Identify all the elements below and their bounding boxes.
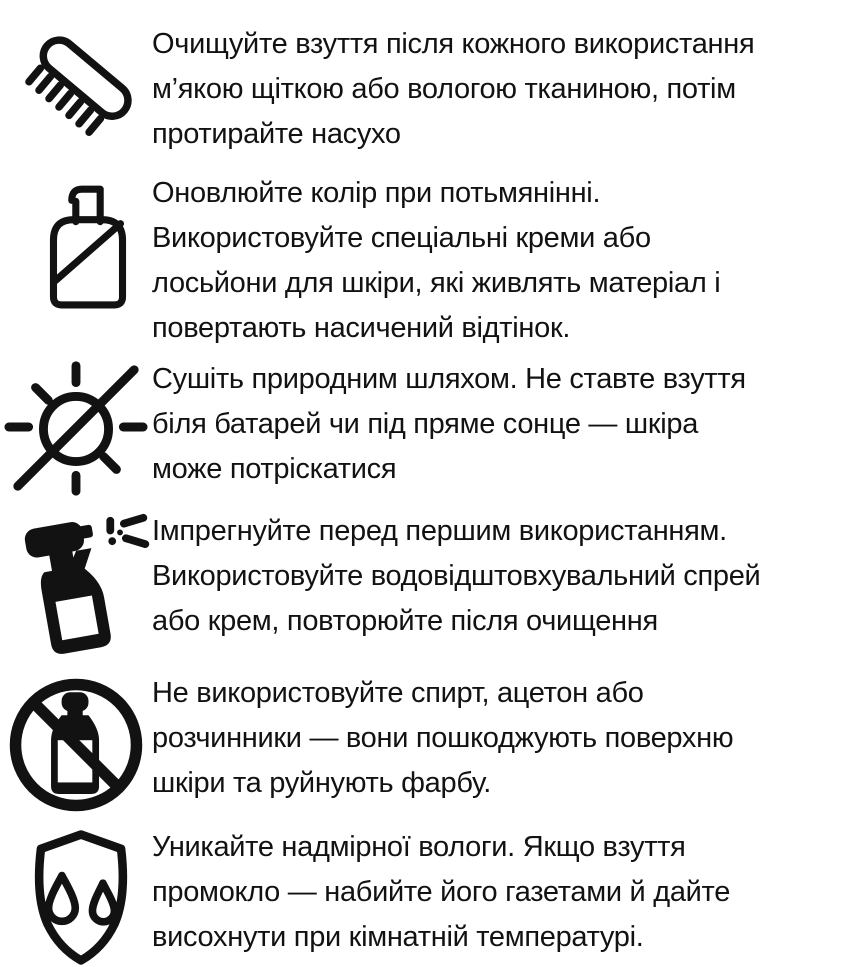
- care-item-text: Оновлюйте колір при потьмянінні. Використовуйте спеціальні креми або лосьйони для шкіри, які живлять матеріал і повертають насичений відтінок.: [152, 177, 721, 344]
- care-item: [0, 823, 845, 967]
- icon-box: [0, 20, 152, 138]
- icon-box: [0, 355, 152, 497]
- care-item: [0, 20, 845, 157]
- care-item: [0, 507, 845, 657]
- no-direct-sun-icon: [2, 357, 150, 497]
- icon-box: [0, 169, 152, 311]
- icon-box: [0, 669, 152, 817]
- care-item-text: Імпрегнуйте перед першим використанням. Використовуйте водовідштовхувальний спрей або крем, повторюйте після очищення: [152, 515, 761, 637]
- care-item: [0, 669, 845, 817]
- icon-box: [0, 507, 152, 657]
- brush-icon: [24, 26, 136, 138]
- care-item-text: Не використовуйте спирт, ацетон або розчинники — вони пошкоджують поверхню шкіри та руйнують фарбу.: [152, 677, 734, 799]
- care-item-text: Очищуйте взуття після кожного використання м’якою щіткою або вологою тканиною, потім протирайте насухо: [152, 28, 755, 150]
- spray-bottle-icon: [20, 511, 148, 657]
- care-item: [0, 169, 845, 351]
- moisture-shield-icon: [19, 827, 143, 967]
- care-item-text: Сушіть природним шляхом. Не ставте взуття біля батарей чи під пряме сонце — шкіра може потріскатися: [152, 363, 746, 485]
- care-item-text: Уникайте надмірної вологи. Якщо взуття промокло — набийте його газетами й дайте висохнути при кімнатній температурі.: [152, 831, 731, 953]
- no-solvents-icon: [4, 673, 148, 817]
- care-item: [0, 355, 845, 497]
- icon-box: [0, 823, 152, 967]
- color-cream-bottle-icon: [46, 177, 130, 311]
